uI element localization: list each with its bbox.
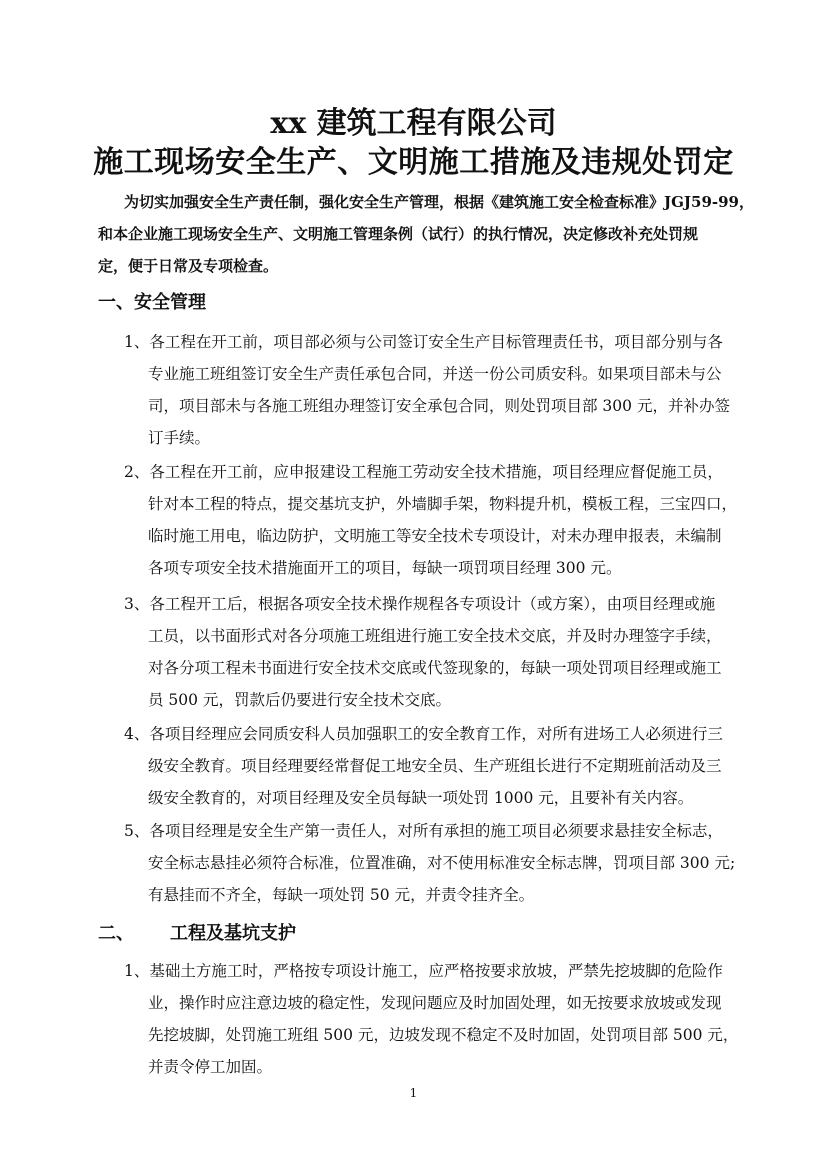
section-number: 二、: [98, 923, 134, 944]
item-line: 各项专项安全技术措施面开工的项目，每缺一项罚项目经理 300 元。: [148, 559, 622, 577]
section-title: 安全管理: [134, 292, 206, 313]
section-title: 工程及基坑支护: [170, 923, 296, 944]
item-line: 基础土方施工时，严格按专项设计施工，应严格按要求放坡，严禁先挖坡脚的危险作: [149, 962, 723, 980]
item-line: 各工程在开工前，应申报建设工程施工劳动安全技术措施，项目经理应督促施工员，: [149, 463, 723, 481]
item-number: 5、: [124, 822, 150, 840]
list-item: [124, 456, 784, 584]
item-line: 各项目经理应会同质安科人员加强职工的安全教育工作，对所有进场工人必须进行三: [149, 725, 723, 743]
document-title: 施工现场安全生产、文明施工措施及违规处罚定: [93, 145, 734, 180]
item-line: 针对本工程的特点，提交基坑支护，外墙脚手架，物料提升机，模板工程，三宝四口，: [148, 495, 738, 513]
item-line: 级安全教育。项目经理要经常督促工地安全员、生产班组长进行不定期班前活动及三: [148, 757, 722, 775]
item-number: 2、: [124, 463, 150, 481]
item-line: 工员，以书面形式对各分项施工班组进行施工安全技术交底，并及时办理签字手续，: [148, 627, 722, 645]
item-line: 各工程在开工前，项目部必须与公司签订安全生产目标管理责任书，项目部分别与各: [149, 333, 723, 351]
list-item: [124, 815, 784, 911]
item-line: 级安全教育的，对项目经理及安全员每缺一项处罚 1000 元，且要补有关内容。: [148, 789, 694, 807]
item-number: 1、: [124, 333, 150, 351]
item-line: 并责令停工加固。: [148, 1058, 273, 1076]
intro-line: 定，便于日常及专项检查。: [98, 257, 279, 275]
intro-line: 和本企业施工现场安全生产、文明施工管理条例（试行）的执行情况，决定修改补充处罚规: [98, 225, 699, 243]
section-heading-1: [98, 290, 206, 316]
intro-paragraph: [98, 186, 770, 282]
intro-line: 为切实加强安全生产责任制，强化安全生产管理，根据《建筑施工安全检查标准》JGJ59-99，: [124, 193, 754, 211]
section-heading-2: [98, 921, 296, 947]
item-line: 对各分项工程未书面进行安全技术交底或代签现象的，每缺一项处罚项目经理或施工: [148, 659, 722, 677]
item-line: 安全标志悬挂必须符合标准，位置准确，对不使用标准安全标志牌，罚项目部 300 元;: [148, 854, 736, 872]
list-item: [124, 326, 784, 454]
list-item: [124, 588, 784, 716]
item-line: 员 500 元，罚款后仍要进行安全技术交底。: [148, 691, 451, 709]
company-title: xx 建筑工程有限公司: [270, 106, 557, 141]
list-item: [124, 718, 784, 814]
item-line: 司，项目部未与各施工班组办理签订安全承包合同，则处罚项目部 300 元，并补办签: [148, 397, 730, 415]
item-line: 订手续。: [148, 429, 211, 447]
item-line: 有悬挂而不齐全，每缺一项处罚 50 元，并责令挂齐全。: [148, 886, 535, 904]
item-line: 先挖坡脚，处罚施工班组 500 元，边坡发现不稳定不及时加固，处罚项目部 500 元，: [148, 1026, 739, 1044]
section-number: 一、: [98, 292, 134, 313]
item-line: 各项目经理是安全生产第一责任人，对所有承担的施工项目必须要求悬挂安全标志，: [149, 822, 723, 840]
item-number: 1、: [124, 962, 150, 980]
list-item: [124, 955, 784, 1083]
item-line: 各工程开工后，根据各项安全技术操作规程各专项设计（或方案），由项目经理或施: [149, 595, 716, 613]
page-number: 1: [409, 1086, 418, 1100]
item-number: 4、: [124, 725, 150, 743]
item-line: 专业施工班组签订安全生产责任承包合同，并送一份公司质安科。如果项目部未与公: [148, 365, 722, 383]
item-line: 业，操作时应注意边坡的稳定性，发现问题应及时加固处理，如无按要求放坡或发现: [148, 994, 722, 1012]
item-number: 3、: [124, 595, 150, 613]
item-line: 临时施工用电，临边防护，文明施工等安全技术专项设计，对未办理申报表，未编制: [148, 527, 722, 545]
